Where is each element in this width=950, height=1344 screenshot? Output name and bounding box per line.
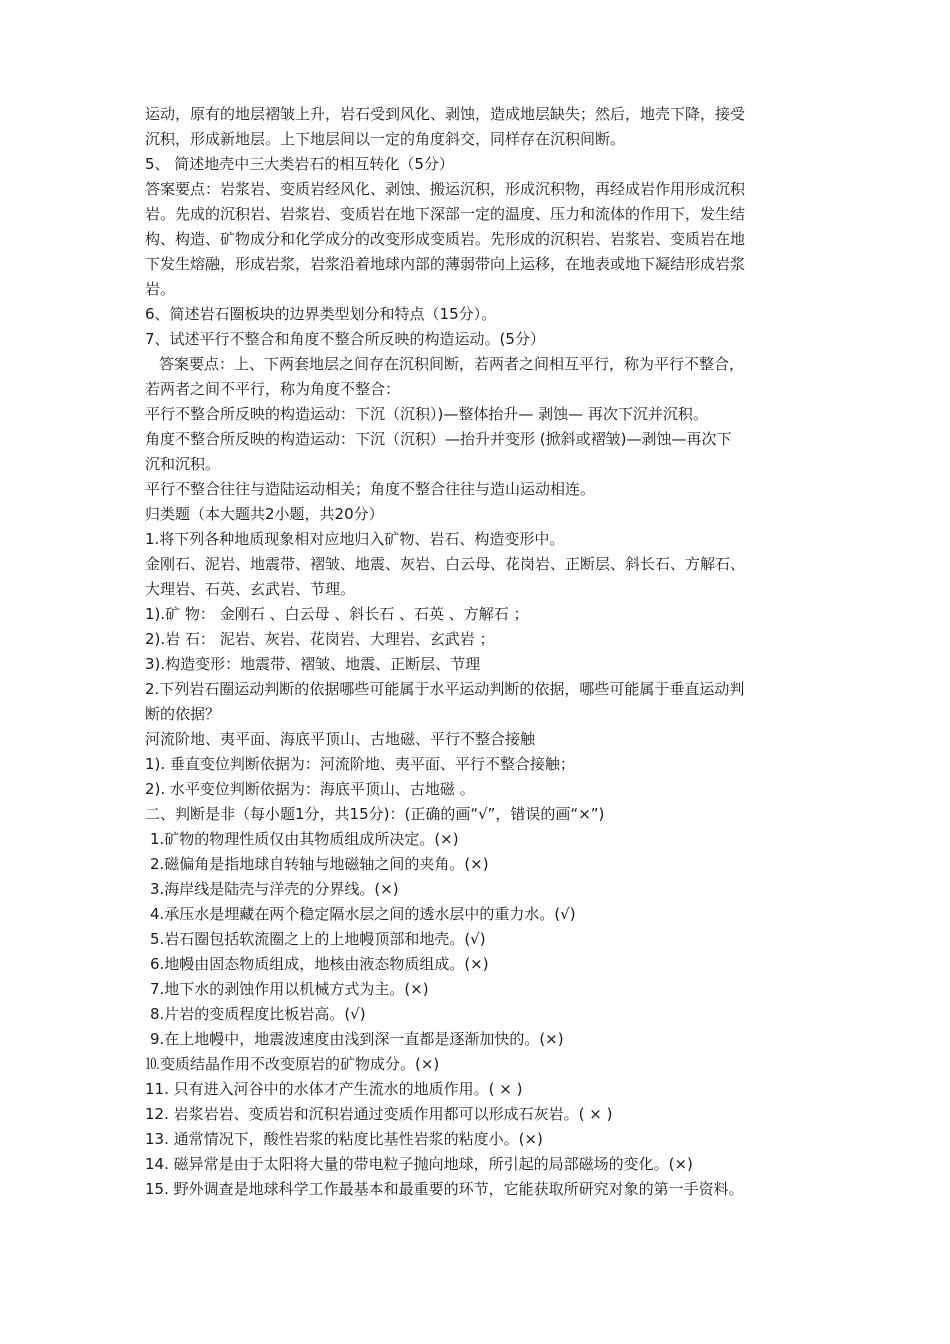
text-line: 运动，原有的地层褶皱上升，岩石受到风化、剥蚀，造成地层缺失；然后，地壳下降，接受 [145,105,746,123]
judgment-item: 15. 野外调查是地球科学工作最基本和最重要的环节，它能获取所研究对象的第一手资料。 [145,1180,744,1198]
answer-line: 构、构造、矿物成分和化学成分的改变形成变质岩。先形成的沉积岩、岩浆岩、变质岩在地 [145,230,746,248]
judgment-item: ⒑变质结晶作用不改变原岩的矿物成分。(×) [145,1055,440,1073]
answer-line: 1). 垂直变位判断依据为：河流阶地、夷平面、平行不整合接触； [145,755,575,773]
answer-line: 2). 水平变位判断依据为：海底平顶山、古地磁 。 [145,780,475,798]
question-heading: 1.将下列各种地质现象相对应地归入矿物、岩石、构造变形中。 [145,530,565,548]
answer-line: 沉和沉积。 [145,455,221,473]
answer-line: 答案要点：上、下两套地层之间存在沉积间断，若两者之间相互平行，称为平行不整合， [159,355,745,373]
text-line: 金刚石、泥岩、地震带、褶皱、地震、灰岩、白云母、花岗岩、正断层、斜长石、方解石、 [145,555,746,573]
answer-line: 3).构造变形：地震带、褶皱、地震、正断层、节理 [145,655,481,673]
answer-line: 岩。 [145,280,176,298]
answer-line: 下发生熔融，形成岩浆，岩浆沿着地球内部的薄弱带向上运移，在地表或地下凝结形成岩浆 [145,255,746,273]
judgment-item: 5.岩石圈包括软流圈之上的上地幔顶部和地壳。(√) [150,930,486,948]
judgment-item: 7.地下水的剥蚀作用以机械方式为主。(×) [150,980,429,998]
document-body [145,102,825,1202]
answer-line: 角度不整合所反映的构造运动：下沉（沉积）—抬升并变形 (掀斜或褶皱)—剥蚀—再次下 [145,430,732,448]
judgment-item: 14. 磁异常是由于太阳将大量的带电粒子抛向地球，所引起的局部磁场的变化。(×) [145,1155,693,1173]
question-heading: 7、试述平行不整合和角度不整合所反映的构造运动。(5分） [145,330,545,348]
judgment-item: 4.承压水是埋藏在两个稳定隔水层之间的透水层中的重力水。(√) [150,905,576,923]
answer-line: 答案要点：岩浆岩、变质岩经风化、剥蚀、搬运沉积，形成沉积物，再经成岩作用形成沉积 [145,180,746,198]
question-heading: 2.下列岩石圈运动判断的依据哪些可能属于水平运动判断的依据，哪些可能属于垂直运动判 [145,680,745,698]
judgment-item: 2.磁偏角是指地球自转轴与地磁轴之间的夹角。(×) [150,855,489,873]
section-heading: 二、判断是非（每小题1分，共15分)：(正确的画“√”，错误的画“×”) [145,805,605,823]
judgment-item: 1.矿物的物理性质仅由其物质组成所决定。(×) [150,830,459,848]
judgment-item: 8.片岩的变质程度比板岩高。(√) [150,1005,366,1023]
judgment-item: 9.在上地幔中，地震波速度由浅到深一直都是逐渐加快的。(×) [150,1030,564,1048]
judgment-item: 6.地幔由固态物质组成，地核由液态物质组成。(×) [150,955,489,973]
section-heading: 归类题（本大题共2小题，共20分） [145,505,384,523]
answer-line: 岩。先成的沉积岩、岩浆岩、变质岩在地下深部一定的温度、压力和流体的作用下，发生结 [145,205,746,223]
judgment-item: 3.海岸线是陆壳与洋壳的分界线。(×) [150,880,399,898]
question-heading: 6、简述岩石圈板块的边界类型划分和特点（15分）。 [145,305,497,323]
judgment-item: 13. 通常情况下，酸性岩浆的粘度比基性岩浆的粘度小。(×) [145,1130,543,1148]
question-heading: 5、 简述地壳中三大类岩石的相互转化（5分） [145,155,454,173]
answer-line: 平行不整合所反映的构造运动：下沉（沉积）)—整体抬升— 剥蚀— 再次下沉并沉积。 [145,405,708,423]
answer-line: 1).矿 物： 金刚石 、白云母 、斜长石 、石英 、方解石 ； [145,605,529,623]
text-line: 沉积，形成新地层。上下地层间以一定的角度斜交，同样存在沉积间断。 [145,130,626,148]
answer-line: 平行不整合往往与造陆运动相关；角度不整合往往与造山运动相连。 [145,480,596,498]
answer-line: 若两者之间不平行，称为角度不整合： [145,380,401,398]
text-line: 大理岩、石英、玄武岩、节理。 [145,580,356,598]
text-line: 断的依据？ [145,705,221,723]
judgment-item: 11. 只有进入河谷中的水体才产生流水的地质作用。( × ) [145,1080,523,1098]
judgment-item: 12. 岩浆岩岩、变质岩和沉积岩通过变质作用都可以形成石灰岩。( × ) [145,1105,613,1123]
text-line: 河流阶地、夷平面、海底平顶山、古地磁、平行不整合接触 [145,730,536,748]
answer-line: 2).岩 石： 泥岩、灰岩、花岗岩、大理岩、玄武岩 ； [145,630,495,648]
